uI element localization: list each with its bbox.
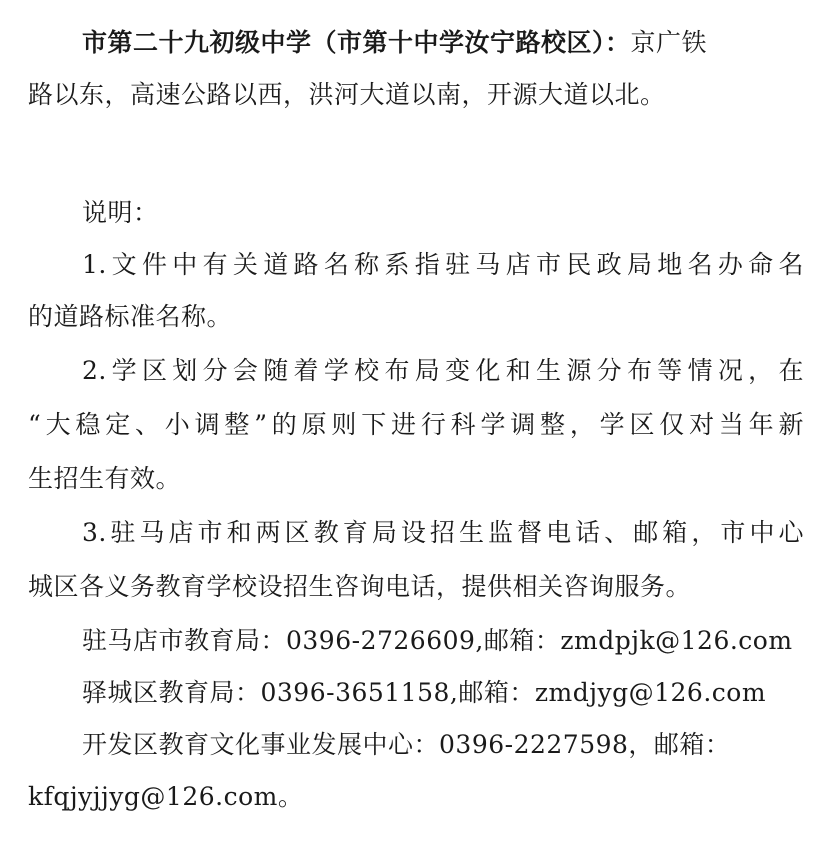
note-2-line-1: 2.学区划分会随着学校布局变化和生源分布等情况，在	[82, 356, 804, 385]
school-name: 市第二十九初级中学（市第十中学汝宁路校区）：	[82, 28, 631, 57]
note-1-line-1: 1.文件中有关道路名称系指驻马店市民政局地名办命名	[82, 250, 804, 279]
school-entry-line-1	[82, 26, 804, 60]
notes-heading: 说明：	[82, 198, 159, 227]
contact-yicheng-bureau: 驿城区教育局：0396-3651158,邮箱：zmdjyg@126.com	[82, 678, 767, 707]
contact-dev-zone-line-1: 开发区教育文化事业发展中心：0396-2227598，邮箱：	[82, 730, 731, 759]
school-boundary-start: 京广铁	[630, 28, 708, 57]
note-3-line-1: 3.驻马店市和两区教育局设招生监督电话、邮箱，市中心	[82, 518, 804, 547]
note-1-line-2: 的道路标准名称。	[28, 302, 233, 331]
note-2-line-2: “大稳定、小调整”的原则下进行科学调整，学区仅对当年新	[28, 410, 804, 439]
school-entry-line-2: 路以东，高速公路以西，洪河大道以南，开源大道以北。	[28, 80, 666, 109]
contact-dev-zone-line-2: kfqjyjjyg@126.com。	[28, 782, 304, 811]
note-2-line-3: 生招生有效。	[28, 464, 182, 493]
note-3-line-2: 城区各义务教育学校设招生咨询电话，提供相关咨询服务。	[28, 572, 692, 601]
contact-city-bureau: 驻马店市教育局：0396-2726609,邮箱：zmdpjk@126.com	[82, 626, 793, 655]
